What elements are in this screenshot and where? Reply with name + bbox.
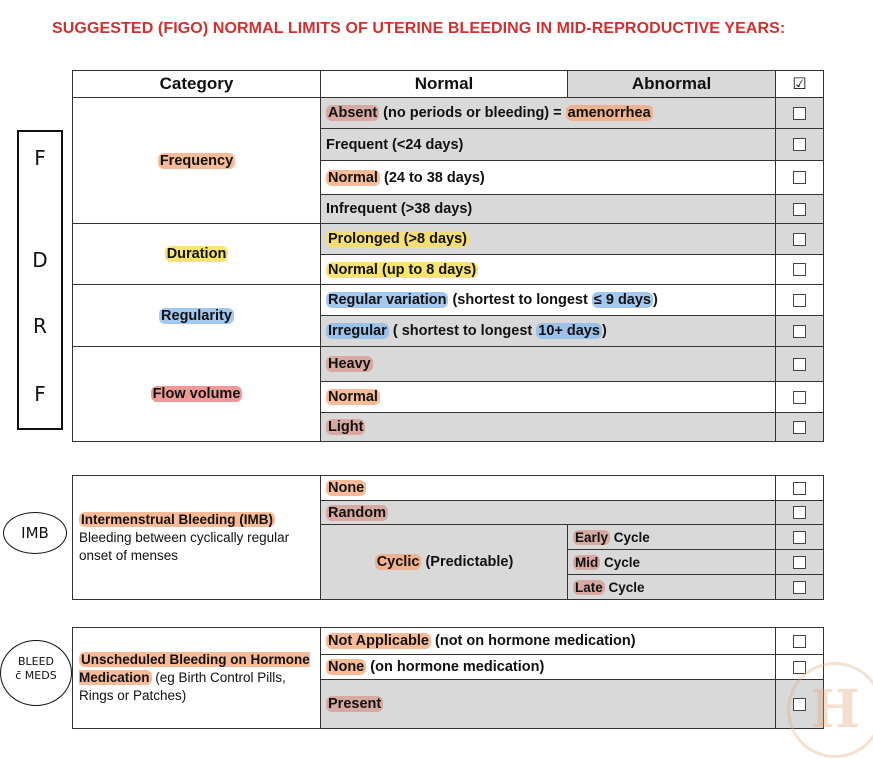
imb-title: Intermenstrual Bleeding (IMB) — [81, 511, 274, 527]
checkbox-cell[interactable] — [776, 347, 824, 382]
checkbox[interactable] — [793, 531, 806, 544]
checkbox-cell[interactable] — [776, 382, 824, 413]
regularity-irregular: Irregular ( shortest to longest 10+ days ) — [321, 316, 776, 347]
frequency-absent: Absent (no periods or bleeding) = amenorrhea — [321, 98, 776, 129]
flow-light: Light — [321, 413, 776, 442]
checkbox-cell[interactable] — [776, 501, 824, 525]
imb-table — [72, 475, 824, 600]
table-row — [73, 224, 824, 255]
unscheduled-bleeding-table — [72, 627, 824, 729]
imb-cyclic: Cyclic (Predictable) — [321, 525, 568, 600]
checkbox-cell[interactable] — [776, 575, 824, 600]
annotation-letter-r: R — [33, 314, 47, 338]
checkbox[interactable] — [793, 233, 806, 246]
header-abnormal: Abnormal — [568, 71, 776, 98]
checkbox-cell[interactable] — [776, 316, 824, 347]
frequency-frequent: Frequent (<24 days) — [321, 129, 776, 161]
table-row — [73, 347, 824, 382]
checkbox[interactable] — [793, 421, 806, 434]
checkbox-cell[interactable] — [776, 224, 824, 255]
checkbox[interactable] — [793, 482, 806, 495]
watermark-logo: H — [787, 662, 873, 758]
annotation-letter-f1: F — [34, 146, 46, 170]
checkbox[interactable] — [793, 294, 806, 307]
imb-none: None — [321, 476, 776, 501]
checked-box-icon: ☑ — [792, 76, 807, 93]
unscheduled-present: Present — [321, 680, 776, 729]
page-title: SUGGESTED (FIGO) NORMAL LIMITS OF UTERINE BLEEDING IN MID-REPRODUCTIVE YEARS: — [52, 20, 786, 37]
flow-normal: Normal — [321, 382, 776, 413]
checkbox-cell[interactable] — [776, 98, 824, 129]
imb-random: Random — [321, 501, 776, 525]
checkbox[interactable] — [793, 635, 806, 648]
duration-prolonged: Prolonged (>8 days) — [321, 224, 776, 255]
unscheduled-description: (eg Birth Control Pills, Rings or Patches) — [79, 670, 286, 703]
checkbox[interactable] — [793, 171, 806, 184]
frequency-infrequent: Infrequent (>38 days) — [321, 195, 776, 224]
checkbox[interactable] — [793, 556, 806, 569]
unscheduled-none: None (on hormone medication) — [321, 655, 776, 680]
table-row — [73, 98, 824, 129]
unscheduled-label-cell — [73, 628, 321, 729]
checkbox-cell[interactable] — [776, 255, 824, 285]
checkbox[interactable] — [793, 506, 806, 519]
unscheduled-not-applicable: Not Applicable (not on hormone medication) — [321, 628, 776, 655]
header-normal: Normal — [321, 71, 568, 98]
checkbox-cell[interactable] — [776, 525, 824, 550]
checkbox-cell[interactable] — [776, 550, 824, 575]
checkbox-cell[interactable] — [776, 129, 824, 161]
imb-description: Bleeding between cyclically regular onset of menses — [79, 529, 290, 563]
checkbox-cell[interactable] — [776, 413, 824, 442]
checkbox[interactable] — [793, 325, 806, 338]
checkbox[interactable] — [793, 107, 806, 120]
frequency-normal: Normal (24 to 38 days) — [321, 161, 776, 195]
checkbox[interactable] — [793, 358, 806, 371]
annotation-letter-d: D — [32, 248, 48, 272]
imb-late-cycle: Late Cycle — [568, 575, 776, 600]
category-frequency: Frequency — [73, 98, 321, 224]
checkbox[interactable] — [793, 203, 806, 216]
figo-main-table — [72, 70, 824, 442]
flow-heavy: Heavy — [321, 347, 776, 382]
header-check — [776, 71, 824, 98]
checkbox[interactable] — [793, 391, 806, 404]
checkbox-cell[interactable] — [776, 161, 824, 195]
checkbox-cell[interactable] — [776, 285, 824, 316]
regularity-regular: Regular variation (shortest to longest ≤ 9 days ) — [321, 285, 776, 316]
fdrf-annotation-box — [17, 130, 63, 430]
bleed-meds-annotation-oval: BLEED c̄ MEDS — [0, 640, 72, 706]
checkbox[interactable] — [793, 263, 806, 276]
imb-mid-cycle: Mid Cycle — [568, 550, 776, 575]
table-row — [73, 285, 824, 316]
table-row — [73, 476, 824, 501]
duration-normal: Normal (up to 8 days) — [321, 255, 776, 285]
annotation-letter-f2: F — [34, 382, 46, 406]
imb-label-cell — [73, 476, 321, 600]
category-regularity: Regularity — [73, 285, 321, 347]
header-category: Category — [73, 71, 321, 98]
checkbox[interactable] — [793, 138, 806, 151]
checkbox-cell[interactable] — [776, 476, 824, 501]
category-duration: Duration — [73, 224, 321, 285]
checkbox-cell[interactable] — [776, 195, 824, 224]
checkbox-cell[interactable] — [776, 628, 824, 655]
table-row — [73, 628, 824, 655]
imb-annotation-oval: IMB — [3, 512, 67, 554]
category-flow-volume: Flow volume — [73, 347, 321, 442]
imb-early-cycle: Early Cycle — [568, 525, 776, 550]
checkbox[interactable] — [793, 581, 806, 594]
unscheduled-title: Unscheduled Bleeding on Hormone Medication — [79, 652, 310, 685]
